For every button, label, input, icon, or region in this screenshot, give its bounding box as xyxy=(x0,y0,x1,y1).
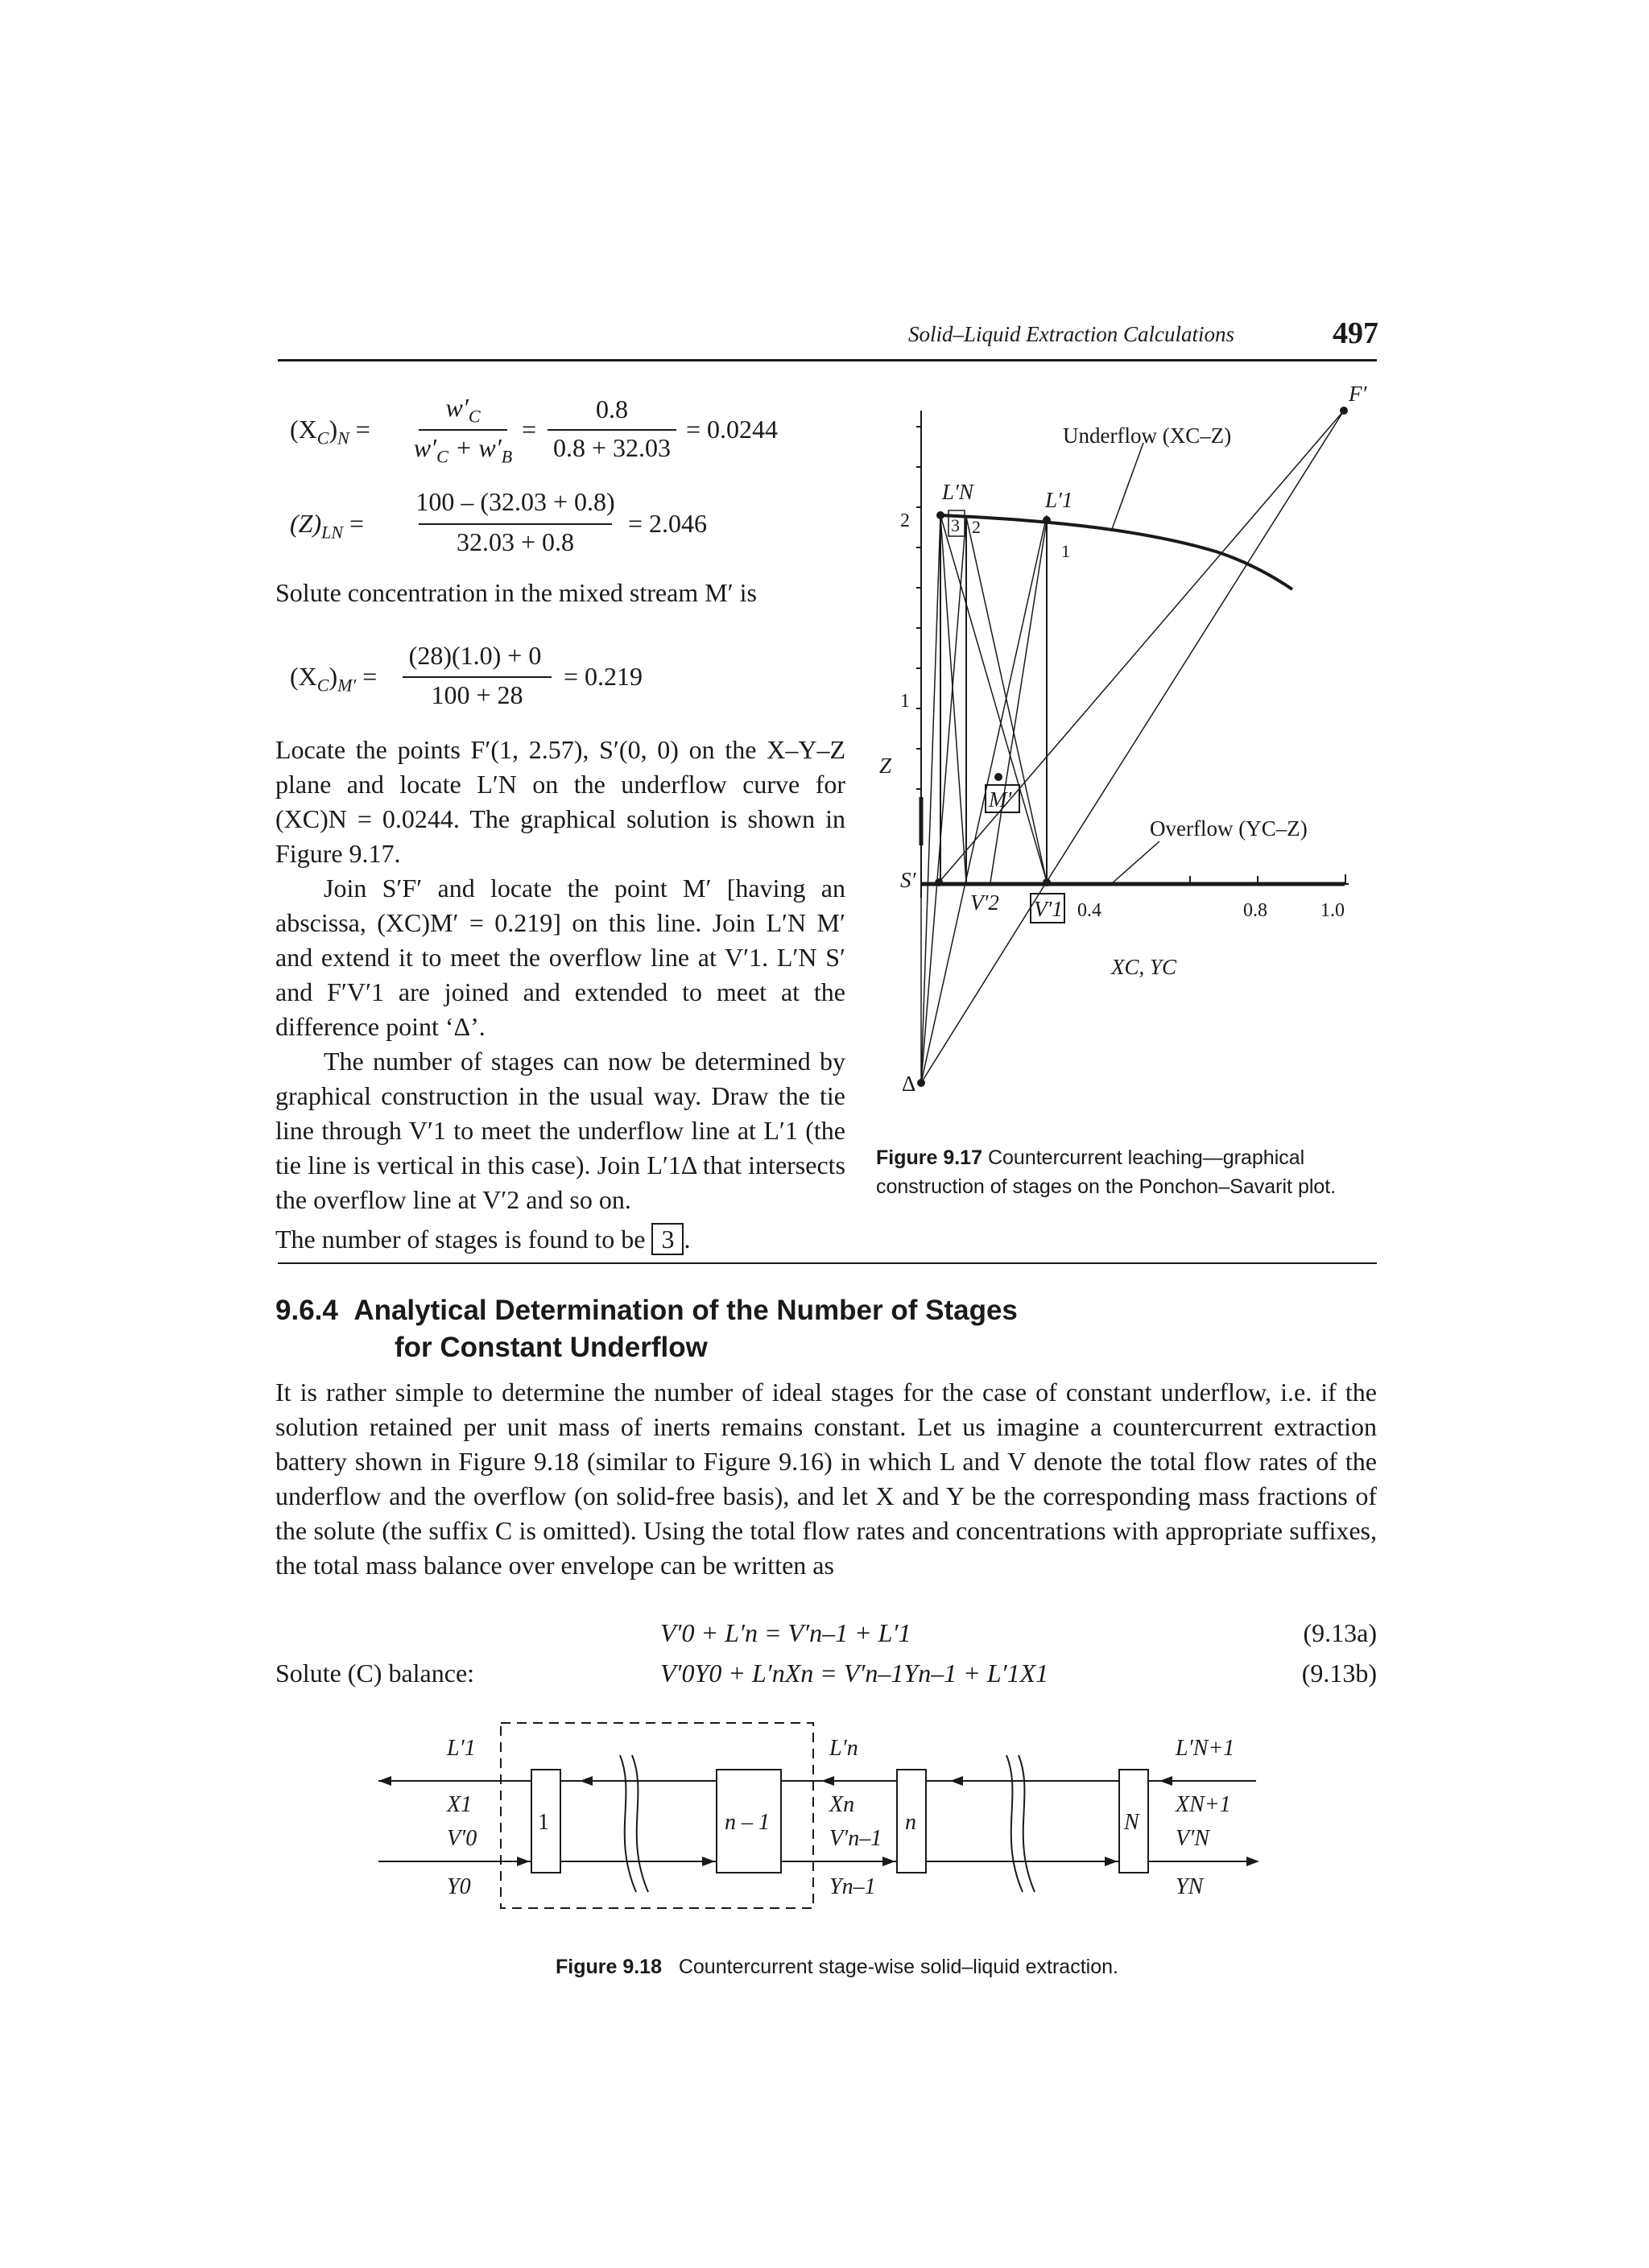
right-label-vn: V′N xyxy=(1176,1826,1209,1851)
line-f-v1 xyxy=(1047,411,1344,882)
x-tick-10-label: 1.0 xyxy=(1320,900,1345,921)
overflow-leader xyxy=(1111,841,1159,884)
left-label-y0: Y0 xyxy=(447,1874,471,1899)
underflow-leader xyxy=(1111,443,1143,531)
point-l1 xyxy=(1043,516,1051,524)
arrow-right-icon xyxy=(702,1857,715,1866)
point-delta xyxy=(917,1079,925,1087)
equation-xc-n-den2: 0.8 + 32.03 xyxy=(552,433,672,462)
underflow-curve xyxy=(940,515,1292,589)
arrow-right-icon xyxy=(1246,1857,1259,1866)
break-mark xyxy=(620,1755,648,1892)
mid-label-yn-1: Yn–1 xyxy=(829,1874,876,1899)
paragraph-1: Locate the points F′(1, 2.57), S′(0, 0) on the X–Y–Z plane and locate L′N on the underflow curve for (XC)N = 0.0244. The graphical solution is shown in Figure 9.17. xyxy=(275,735,845,868)
point-m-prime xyxy=(994,773,1002,781)
break-mark xyxy=(1006,1755,1035,1892)
mid-label-ln: L′n xyxy=(829,1736,858,1761)
m-prime-label: M′ xyxy=(989,787,1012,812)
figure-9-18 xyxy=(370,1707,1288,1940)
x-tick-08-label: 0.8 xyxy=(1243,900,1267,921)
figure-9-18-caption: Figure 9.18 Countercurrent stage-wise solid–liquid extraction. xyxy=(556,1956,1118,1978)
equation-z-ln-den: 32.03 + 0.8 xyxy=(456,527,575,556)
equation-xc-m-den: 100 + 28 xyxy=(431,680,523,709)
balance-eq-a-number: (9.13a) xyxy=(1303,1618,1377,1647)
equation-z-ln-result: = 2.046 xyxy=(628,509,708,538)
equation-xc-n-num1: $w'_C$ xyxy=(445,393,481,427)
mid-label-vn-1: V′n–1 xyxy=(829,1826,882,1851)
stage-count-box: 3 xyxy=(651,1223,684,1255)
section-heading: 9.6.4 Analytical Determination of the Number of Stages for Constant Underflow xyxy=(275,1295,1018,1363)
fraction-bar xyxy=(403,676,552,678)
l1-label: L′1 xyxy=(1045,488,1073,512)
left-label-x1: X1 xyxy=(447,1792,473,1817)
equation-xc-m-result: = 0.219 xyxy=(564,662,643,691)
tie-line xyxy=(990,520,1047,882)
equation-z-ln-num: 100 – (32.03 + 0.8) xyxy=(415,487,615,516)
left-text-column xyxy=(275,733,845,1257)
y-tick-1-label: 1 xyxy=(900,691,910,712)
paragraph-2: Join S′F′ and locate the point M′ [having an abscissa, (XC)M′ = 0.219] on this line. Join L′N M′ and extend it to meet the overflow line at V′1. L′N S′ and F′V′1 are joined and extended to meet at the difference point ‘Δ’. xyxy=(275,874,845,1041)
line-ln-v1 xyxy=(940,515,1047,882)
line-delta-l2 xyxy=(921,515,966,1083)
stage-label-1: 1 xyxy=(538,1810,549,1835)
balance-eq-a: V′0 + L′n = V′n–1 + L′1 xyxy=(660,1618,911,1647)
block-divider xyxy=(278,1262,1377,1264)
arrow-left-icon xyxy=(1159,1776,1172,1786)
balance-label: Solute (C) balance: xyxy=(275,1659,475,1688)
arrow-left-icon xyxy=(580,1776,593,1786)
point-f-prime xyxy=(1340,407,1348,415)
v1-label: V′1 xyxy=(1034,897,1063,921)
right-label-yn: YN xyxy=(1176,1874,1204,1899)
overflow-label: Overflow (YC–Z) xyxy=(1150,816,1308,841)
arrow-right-icon xyxy=(882,1857,895,1866)
equation-xc-n-den1: $w'_C + w'_B$ xyxy=(413,433,513,467)
running-title: Solid–Liquid Extraction Calculations xyxy=(908,322,1234,346)
v2-label: V′2 xyxy=(970,890,999,915)
point-ln xyxy=(936,511,944,519)
stage-label-n: n xyxy=(905,1810,916,1835)
arrow-left-icon xyxy=(950,1776,963,1786)
equation-xc-m-num: (28)(1.0) + 0 xyxy=(408,641,542,670)
header-rule xyxy=(278,359,1377,361)
paragraph-4: The number of stages is found to be 3 . xyxy=(275,1225,691,1254)
balance-eq-b-number: (9.13b) xyxy=(1301,1659,1377,1688)
left-label-l1: L′1 xyxy=(447,1736,476,1761)
paragraph-3: The number of stages can now be determined by graphical construction in the usual way. Draw the tie line through V′1 to meet the underflow line at L′1 (the tie line is vertical in this case). Join L′1Δ that intersects the overflow line at V′2 and so on. xyxy=(275,1047,845,1214)
stage-label-n-1: n – 1 xyxy=(725,1810,770,1835)
mid-label-xn: Xn xyxy=(829,1792,855,1817)
equation-xc-m: $(X_C)_{M'}$ = xyxy=(290,662,378,696)
z-axis-label: Z xyxy=(879,754,892,778)
stage-2-label: 2 xyxy=(972,517,981,537)
point-s-prime xyxy=(935,878,943,886)
point-v1 xyxy=(1043,878,1051,886)
fraction-bar xyxy=(548,429,676,431)
balance-eq-b: V′0Y0 + L′nXn = V′n–1Yn–1 + L′1X1 xyxy=(660,1659,1049,1688)
section-body: It is rather simple to determine the number of ideal stages for the case of constant underflow, i.e. if the solution retained per unit mass of inerts remains constant. Let us imagine a countercurrent extraction battery shown in Figure 9.18 (similar to Figure 9.16) in which L and V denote the total flow rates of the underflow and the overflow (on solid-free basis), and let X and Y be the corresponding mass fractions of the solute (the suffix C is omitted). Using the total flow rates and concentrations with appropriate suffixes, the total mass balance over envelope can be written as xyxy=(275,1378,1377,1580)
stage-1-label: 1 xyxy=(1061,541,1070,561)
equation-z-ln: $(Z)_{LN}$ = xyxy=(290,509,365,543)
y-tick-2-label: 2 xyxy=(900,510,910,531)
solute-line: Solute concentration in the mixed stream M′ is xyxy=(275,578,757,607)
x-axis-label: XC, YC xyxy=(1111,955,1177,979)
page-number: 497 xyxy=(1333,316,1378,350)
delta-label: Δ xyxy=(902,1072,916,1096)
arrow-right-icon xyxy=(1105,1857,1118,1866)
equation-xc-n: $(X_C)_N$ = xyxy=(290,415,370,448)
s-prime-label: S′ xyxy=(900,868,916,892)
arrow-left-icon xyxy=(378,1776,391,1786)
f-prime-label: F′ xyxy=(1349,382,1367,406)
figure-9-17-caption: Figure 9.17 Countercurrent leaching—graphical construction of stages on the Ponchon–Savarit plot. xyxy=(876,1146,1337,1198)
x-tick-04-label: 0.4 xyxy=(1077,900,1101,921)
arrow-left-icon xyxy=(821,1776,834,1786)
fraction-bar xyxy=(419,523,612,525)
underflow-label: Underflow (XC–Z) xyxy=(1063,423,1232,448)
right-label-ln1: L′N+1 xyxy=(1176,1736,1235,1761)
arrow-right-icon xyxy=(517,1857,530,1866)
figure-9-17 xyxy=(870,378,1385,1111)
left-label-v0: V′0 xyxy=(447,1826,477,1851)
equation-xc-n-eq2: = xyxy=(522,415,537,444)
equation-xc-n-num2: 0.8 xyxy=(596,395,628,423)
right-label-xn1: XN+1 xyxy=(1176,1792,1231,1817)
fraction-bar xyxy=(419,429,507,431)
stage-3-label: 3 xyxy=(951,515,960,535)
ln-label: L′N xyxy=(942,480,973,504)
equation-xc-n-result: = 0.0244 xyxy=(686,415,779,444)
stage-label-N: N xyxy=(1124,1810,1139,1835)
line-delta-ln xyxy=(921,515,940,1083)
